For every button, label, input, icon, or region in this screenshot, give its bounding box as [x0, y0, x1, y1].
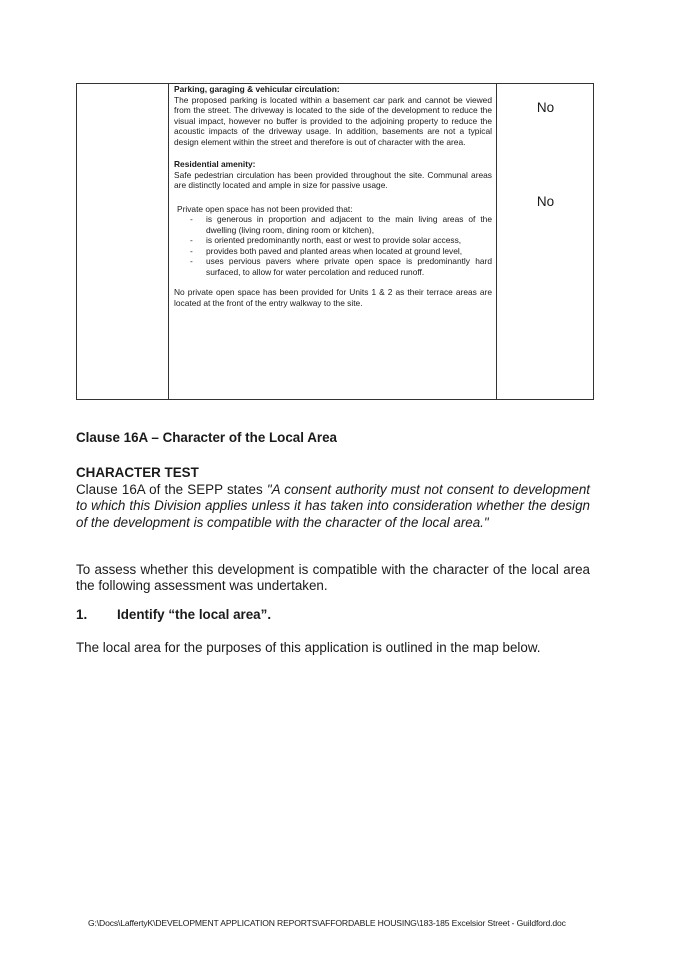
list-item: - is oriented predominantly north, east or west to provide solar access, — [206, 235, 492, 246]
parking-heading: Parking, garaging & vehicular circulation: — [174, 84, 340, 94]
step-number: 1. — [76, 607, 88, 622]
amenity-section — [174, 159, 492, 191]
character-test-heading: CHARACTER TEST — [76, 465, 199, 480]
list-item: - provides both paved and planted areas when located at ground level, — [206, 246, 492, 257]
open-space-intro: Private open space has not been provided that: — [177, 203, 353, 214]
open-space-note: No private open space has been provided for Units 1 & 2 as their terrace areas are located at the front of the entry walkway to the site. — [174, 287, 492, 308]
amenity-answer: No — [536, 194, 555, 209]
amenity-text: Safe pedestrian circulation has been provided throughout the site. Communal areas are distinctly located and ample in size for passive usage. — [174, 169, 492, 190]
amenity-heading: Residential amenity: — [174, 159, 256, 169]
clause-quote: "A consent authority must not consent to development to which this Division applies unless it has taken into consideration whether the design of the development is compatible with the character of the local area." — [76, 482, 590, 530]
assessment-table — [76, 83, 594, 400]
clause-text-lead: Clause 16A of the SEPP states — [76, 482, 267, 497]
table-content-cell — [174, 84, 492, 308]
parking-answer: No — [536, 100, 555, 115]
list-item: - uses pervious pavers where private open space is predominantly hard surfaced, to allow for water percolation and reduced runoff. — [206, 256, 492, 277]
table-column-divider — [168, 84, 169, 399]
table-column-divider — [496, 84, 497, 399]
parking-text: The proposed parking is located within a basement car park and cannot be viewed from the street. The driveway is located to the side of the development to reduce the visual impact, however no buffer is provided to the adjoining property to reduce the acoustic impacts of the driveway usage. In addition, basements are not a typical design element within the street and therefore is out of character with the area. — [174, 94, 492, 147]
step-heading — [76, 607, 590, 623]
list-item: - is generous in proportion and adjacent to the main living areas of the dwelling (living room, dining room or kitchen), — [206, 214, 492, 235]
footer-file-path: G:\Docs\LaffertyK\DEVELOPMENT APPLICATION REPORTS\AFFORDABLE HOUSING\183-185 Excelsior Street - Guildford.doc — [88, 918, 566, 928]
assess-text: To assess whether this development is compatible with the character of the local area the following assessment was undertaken. — [76, 562, 590, 594]
clause-heading: Clause 16A – Character of the Local Area — [76, 430, 337, 445]
step-heading-text: Identify “the local area”. — [117, 607, 272, 622]
clause-text — [76, 482, 590, 531]
parking-section — [174, 84, 492, 147]
local-area-text: The local area for the purposes of this application is outlined in the map below. — [76, 640, 541, 655]
open-space-list — [177, 214, 492, 277]
open-space-section — [174, 204, 492, 278]
